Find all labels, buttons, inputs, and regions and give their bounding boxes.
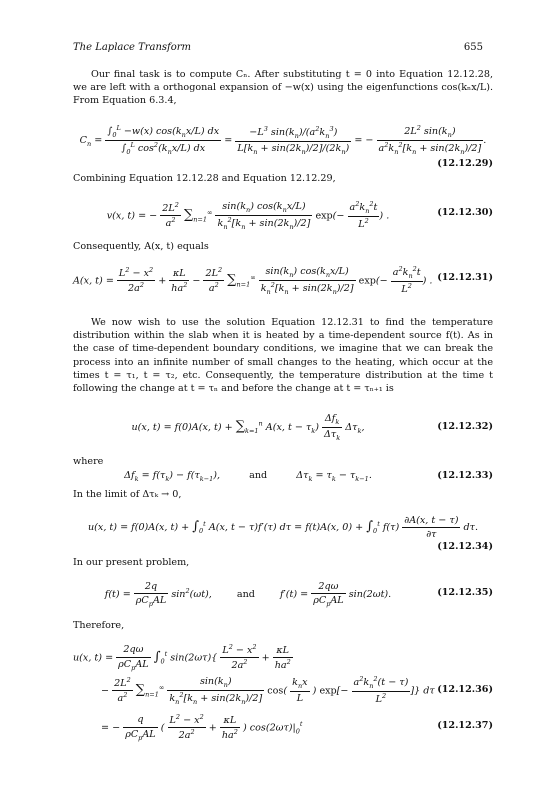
eq-number: (12.12.30) bbox=[437, 207, 493, 218]
equation-12-12-36: u(x, t) = $\frac{2q\omega}{\rho C_pAL}$ $\int_0^t$ sin(2ωτ){ $\frac{L^2 - x^2}{2a^2}$ + $\frac{\kappa L}{ha^2}$ − $\frac{2L^2}{a^2}$ $\sum_{n=1}^\infty$ $\frac{\sin(k_n)}{k_n^2[k_n + \sin(2k_n)/2]}$ cos( $\frac{k_nx}{L}$ ) exp[− $\frac{a^2k_n^2(t - \tau)}{L^2}$ ]} dτ (12.12.36) bbox=[73, 643, 493, 706]
paragraph-3: Consequently, A(x, t) equals bbox=[73, 241, 209, 252]
paragraph-6: In the limit of Δτₖ → 0, bbox=[73, 489, 182, 500]
equation-12-12-29: $C_n$ = $\frac{\int_0^L -w(x) \cos(k_nx/L) dx}{\int_0^L \cos^2(k_nx/L) dx}$ = $\frac{-L^3 \sin(k_n)/(a^2k_n^3)}{L[k_n + \sin(2k_n)/2]/(2k_n)}$ = − $\frac{2L^2 \sin(k_n)}{a^2k_n^2[k_n + \sin(2k_n)/2]}$ . bbox=[79, 124, 487, 157]
header-title: The Laplace Transform bbox=[73, 42, 192, 53]
eq-number: (12.12.35) bbox=[437, 587, 493, 598]
page-number: 655 bbox=[463, 42, 483, 53]
equation-12-12-33: $\Delta f_k = f(\tau_k) - f(\tau_{k-1})$, and $\Delta\tau_k = \tau_k - \tau_{k-1}$. (12.12.33) bbox=[124, 470, 493, 483]
eq-number: (12.12.29) bbox=[437, 158, 493, 169]
paragraph-4: We now wish to use the solution Equation 12.12.31 to find the temperature distribution within the slab when it is heated by a time-dependent source f(t). As in the case of time-dependent boundary conditions, we imagine that we can break the process into an infinite number of small changes to the heating, which occur at the times t = τ₁, t = τ₂, etc. Consequently, the temperature distribution at the time t following the change at t = τₙ and before the change at t = τₙ₊₁ is bbox=[73, 317, 493, 395]
paragraph-7: In our present problem, bbox=[73, 557, 190, 568]
equation-12-12-37: = − $\frac{q}{\rho C_pAL}$ ( $\frac{L^2 - x^2}{2a^2}$ + $\frac{\kappa L}{ha^2}$ ) $\cos(2\omega\tau)|_0^t$ (12.12.37) bbox=[101, 713, 493, 742]
paragraph-1: Our final task is to compute Cₙ. After substituting t = 0 into Equation 12.12.28, we are left with a orthogonal expansion of −w(x) using the eigenfunctions cos(kₙx/L). From Equation 6.3.4, bbox=[73, 69, 493, 107]
word-and: and bbox=[249, 470, 268, 481]
equation-12-12-35: f(t) = $\frac{2q}{\rho C_pAL}$ $\sin^2(\omega t)$, and f′(t) = $\frac{2q\omega}{\rho C_pAL}$ sin(2ωt). (12.12.35) bbox=[104, 581, 493, 609]
equation-12-12-32: u(x, t) = f(0)A(x, $t) + \sum_{k=1}^n$ A(x, $t - \tau_k$) $\frac{\Delta f_k}{\Delta\tau_k}$ $\Delta\tau_k$, (12.12.32) bbox=[131, 413, 493, 442]
word-and: and bbox=[236, 589, 255, 601]
paragraph-8: Therefore, bbox=[73, 620, 125, 631]
equation-12-12-34: u(x, t) = f(0)A(x, $t) + \int_0^t$ A(x, t − τ)f′(τ) dτ = f(t)A(x, $0) + \int_0^t$ f(τ) $\frac{\partial A(x, t - \tau)}{\partial\tau}$ dτ. bbox=[87, 515, 479, 541]
eq-number: (12.12.32) bbox=[437, 421, 493, 432]
paragraph-5: where bbox=[73, 456, 104, 467]
eq-number: (12.12.37) bbox=[437, 720, 493, 731]
paragraph-2: Combining Equation 12.12.28 and Equation 12.12.29, bbox=[73, 173, 336, 184]
equation-12-12-31: A(x, t) = $\frac{L^2 - x^2}{2a^2}$ + $\frac{\kappa L}{ha^2}$ − $\frac{2L^2}{a^2}$ $\sum_{n=1}^\infty$ $\frac{\sin(k_n) \cos(k_nx/L)}{k_n^2[k_n + \sin(2k_n)/2]}$ exp(− $\frac{a^2k_n^2t}{L^2}$ ) . (12.12.31) bbox=[73, 265, 493, 296]
equation-12-12-30: v(x, t) = − $\frac{2L^2}{a^2}$ $\sum_{n=1}^\infty$ $\frac{\sin(k_n) \cos(k_nx/L)}{k_n^2[k_n + \sin(2k_n)/2]}$ exp(− $\frac{a^2k_n^2t}{L^2}$ ) . (12.12.30) bbox=[106, 200, 493, 231]
eq-number: (12.12.33) bbox=[437, 470, 493, 481]
eq-number: (12.12.34) bbox=[437, 541, 493, 552]
running-header bbox=[73, 41, 483, 55]
eq-number: (12.12.36) bbox=[437, 684, 493, 695]
eq-number: (12.12.31) bbox=[437, 272, 493, 283]
